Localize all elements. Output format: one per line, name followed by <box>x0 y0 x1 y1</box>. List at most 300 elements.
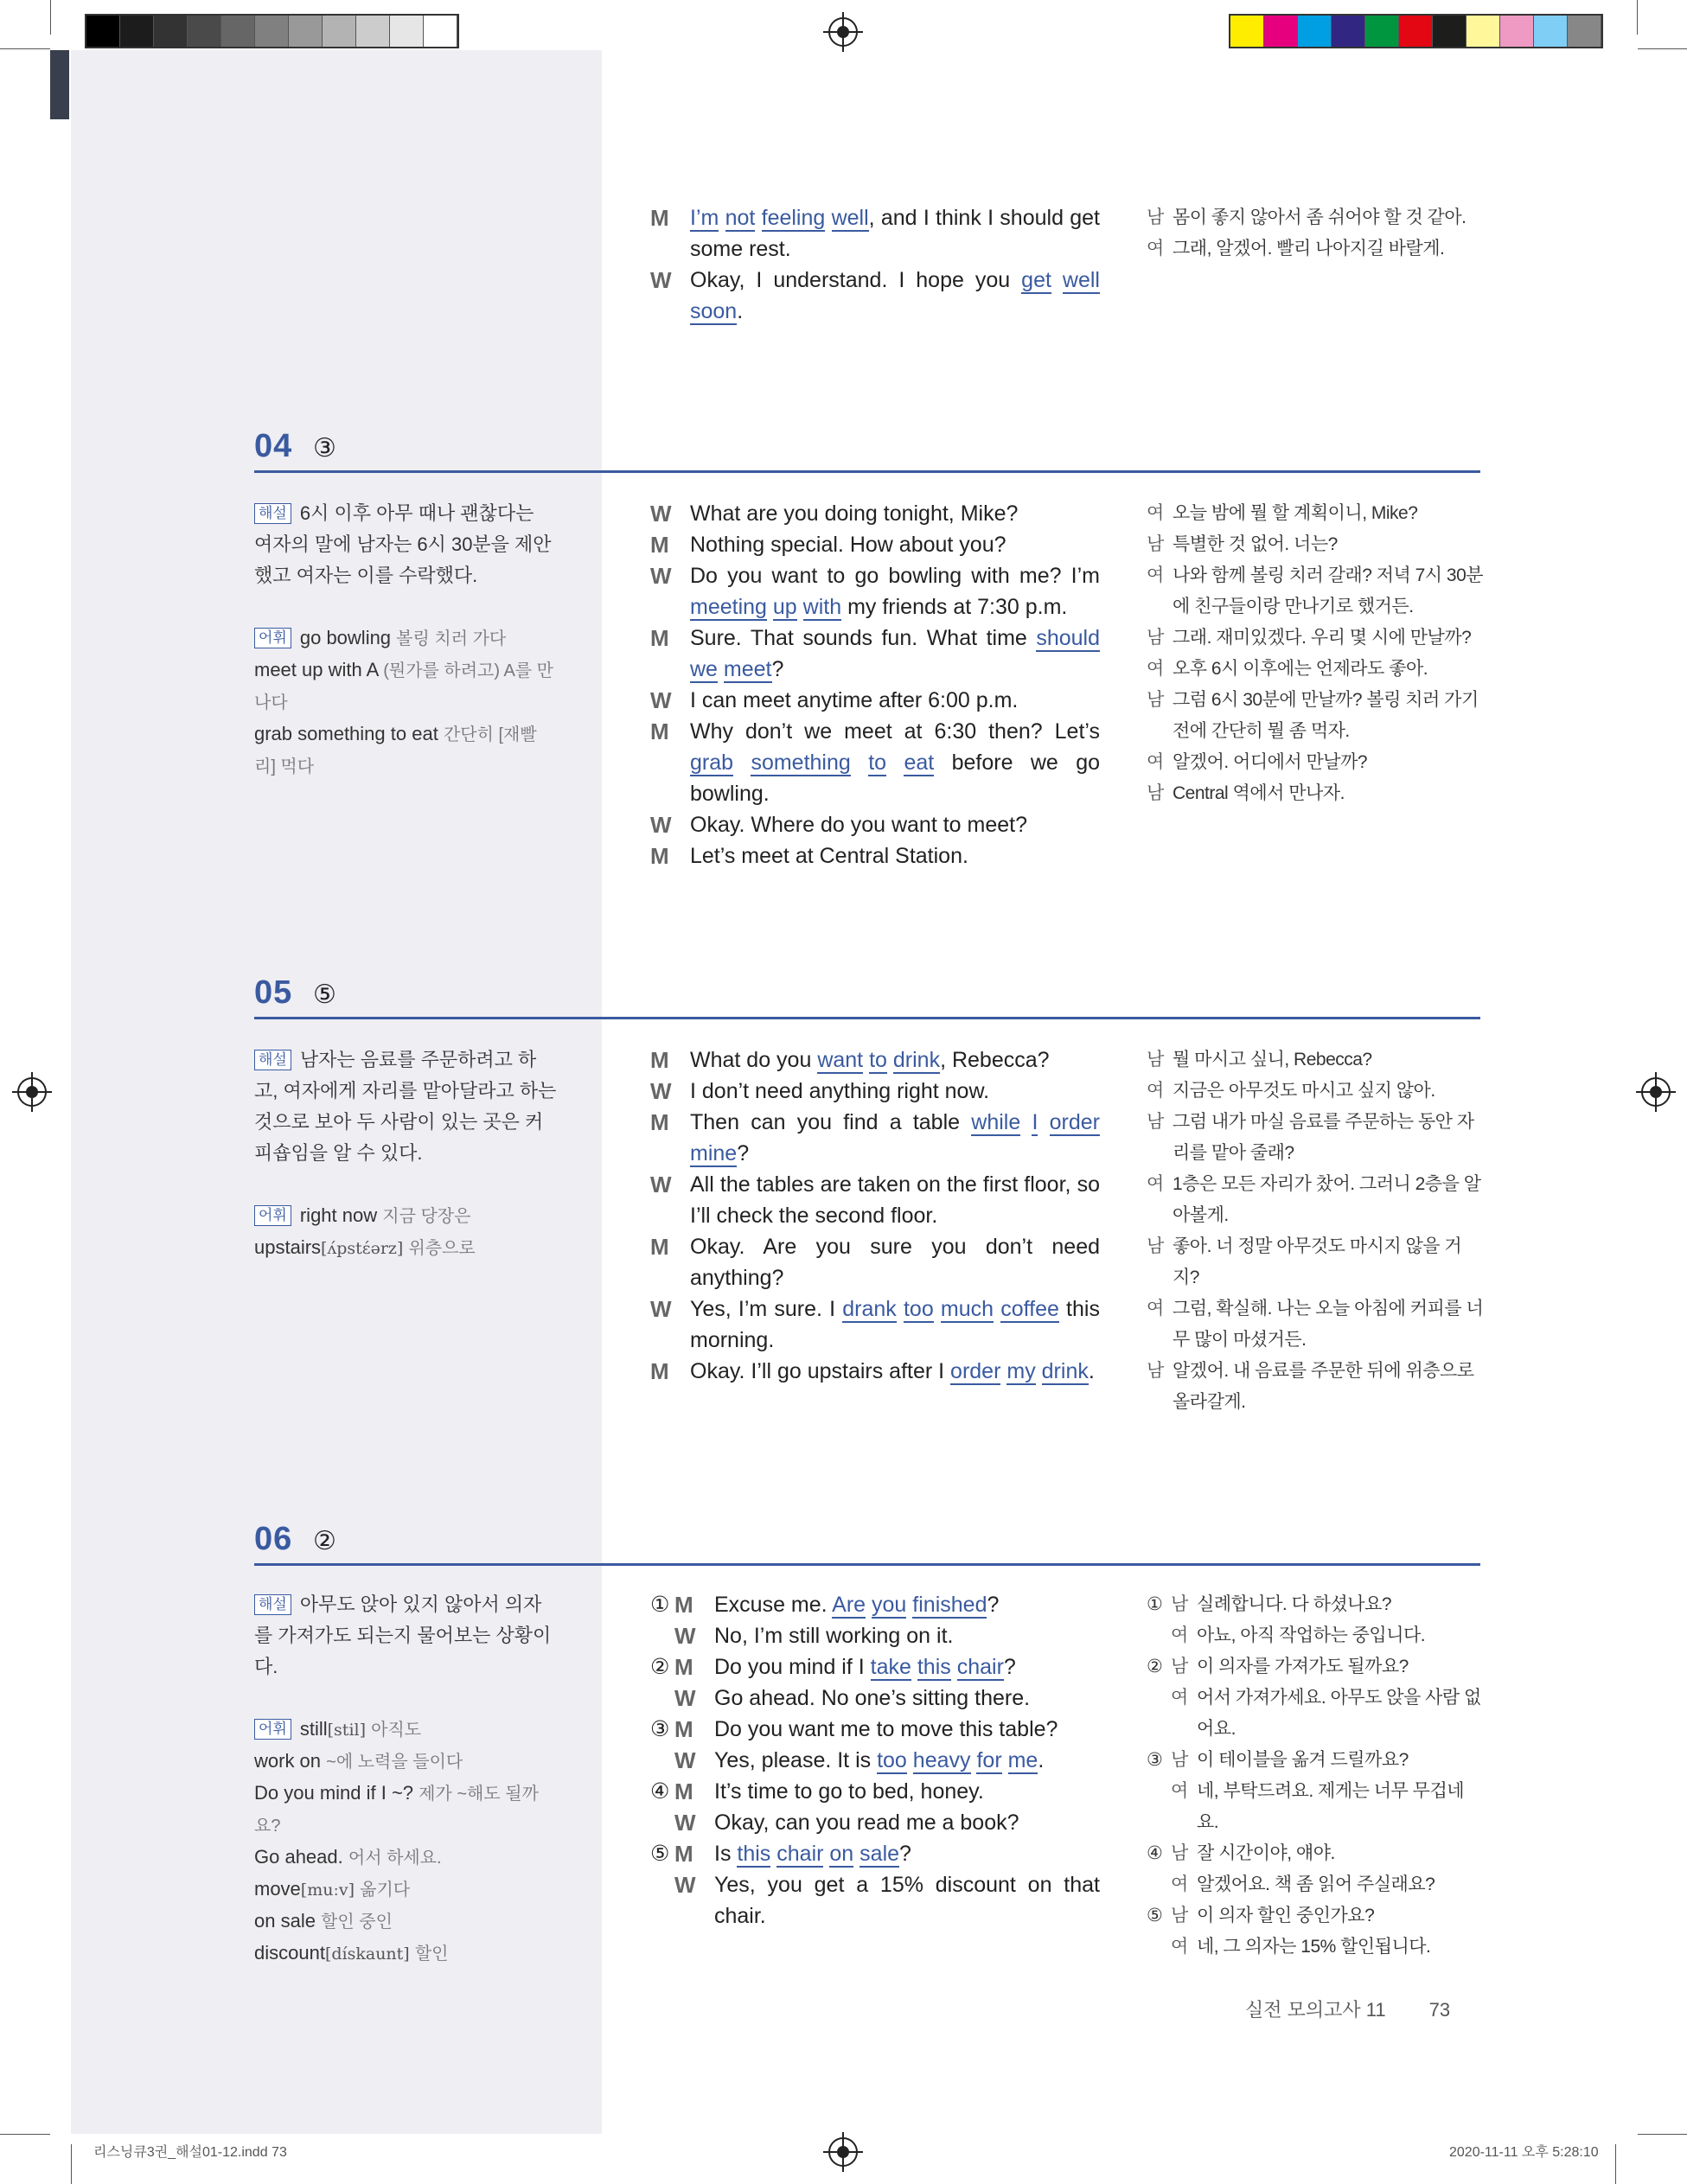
translation-text: 네, 그 의자는 15% 할인됩니다. <box>1197 1937 1431 1957</box>
vocab-gloss: 볼링 치러 가다 <box>396 629 507 648</box>
dialogue-line <box>650 1651 1100 1683</box>
key-phrase: feeling <box>761 206 826 230</box>
vocab-word: still <box>299 1718 328 1740</box>
color-swatch <box>289 16 323 47</box>
dialogue-text: I’m not feeling well, and I think I should get some rest. <box>690 206 1100 261</box>
translation-line <box>1147 1776 1484 1838</box>
dialogue-line <box>650 1714 1100 1745</box>
dialogue-text: Excuse me. Are you finished? <box>714 1593 1000 1617</box>
vocab-word: Do you mind if I ~? <box>254 1782 414 1804</box>
dialogue-text: All the tables are taken on the first floor, so I’ll check the second floor. <box>690 1172 1100 1228</box>
answer-mark: ③ <box>313 434 336 463</box>
edge-tab <box>50 50 69 119</box>
section-header-05 <box>254 972 1480 1019</box>
vocab-word: work on <box>254 1750 322 1772</box>
crop-mark <box>1638 2134 1687 2135</box>
translation-line <box>1147 1932 1484 1963</box>
key-phrase: sale <box>859 1842 900 1866</box>
dialogue-text: Is this chair on sale? <box>714 1842 911 1866</box>
speaker-label: W <box>650 267 672 293</box>
dialogue-text: I don’t need anything right now. <box>690 1079 990 1103</box>
speaker-label: 여 <box>1171 1781 1188 1801</box>
dialogue-05 <box>650 1044 1100 1387</box>
key-phrase: for <box>976 1748 1002 1772</box>
vocab-item <box>254 623 557 655</box>
vocab-tag: 어휘 <box>254 628 291 648</box>
spacer <box>254 1169 557 1200</box>
answer-mark: ⑤ <box>313 980 336 1009</box>
vocab-tag: 어휘 <box>254 1719 291 1740</box>
color-swatch <box>1568 16 1601 47</box>
speaker-label: W <box>650 812 672 838</box>
choice-number: ③ <box>650 1717 670 1741</box>
page-footer <box>1245 1996 1450 2022</box>
key-phrase: order <box>950 1359 1001 1383</box>
explanation-tag: 해설 <box>254 1594 291 1615</box>
dialogue-line <box>650 1745 1100 1776</box>
speaker-label: 여 <box>1147 1174 1164 1194</box>
translation-text: 아뇨, 아직 작업하는 중입니다. <box>1197 1625 1426 1645</box>
translation-05 <box>1147 1044 1484 1418</box>
translation-text: 1층은 모든 자리가 찼어. 그러니 2층을 알아볼게. <box>1173 1174 1481 1225</box>
dialogue-text: Yes, I’m sure. I drank too much coffee this morning. <box>690 1297 1100 1352</box>
grayscale-bar <box>85 14 459 48</box>
key-phrase: too <box>877 1748 907 1772</box>
translation-text: 특별한 것 없어. 너는? <box>1173 534 1338 554</box>
color-swatch <box>424 16 457 47</box>
key-phrase: on <box>829 1842 854 1866</box>
speaker-label: W <box>650 1078 672 1104</box>
key-phrase: not <box>725 206 756 230</box>
dialogue-line <box>650 1293 1100 1356</box>
dialogue-line <box>650 1869 1100 1932</box>
key-phrase: you <box>872 1593 907 1617</box>
file-slug: 리스닝큐3권_해설01-12.indd 73 <box>93 2145 287 2160</box>
explanation-body: 6시 이후 아무 때나 괜찮다는 여자의 말에 남자는 6시 30분을 제안했고 여자는 이를 수락했다. <box>254 502 552 586</box>
translation-line <box>1147 623 1484 654</box>
key-phrase: should <box>1036 626 1100 650</box>
translation-text: 이 의자를 가져가도 될까요? <box>1197 1657 1409 1676</box>
translation-line <box>1147 1044 1484 1076</box>
dialogue-line <box>650 202 1100 265</box>
explanation-tag: 해설 <box>254 503 291 524</box>
speaker-label: M <box>650 843 669 869</box>
speaker-label: 남 <box>1147 1112 1164 1132</box>
translation-line <box>1147 1076 1484 1107</box>
vocab-tag: 어휘 <box>254 1205 291 1226</box>
translation-line <box>1147 529 1484 560</box>
dialogue-text: I can meet anytime after 6:00 p.m. <box>690 688 1019 712</box>
dialogue-text: Yes, please. It is too heavy for me. <box>714 1748 1045 1772</box>
dialogue-text: Why don’t we meet at 6:30 then? Let’s grab something to eat before we go bowling. <box>690 719 1100 806</box>
color-swatch <box>188 16 221 47</box>
section-header-04 <box>254 425 1480 473</box>
dialogue-text: It’s time to go to bed, honey. <box>714 1779 984 1804</box>
registration-mark-icon <box>828 2137 858 2167</box>
key-phrase: up <box>772 595 797 619</box>
vocab-gloss: 옮기다 <box>360 1881 411 1900</box>
vocab-item <box>254 718 557 782</box>
page-number: 73 <box>1428 1999 1451 2021</box>
key-phrase: my <box>1006 1359 1036 1383</box>
dialogue-line <box>650 1076 1100 1107</box>
crop-mark <box>71 2144 72 2184</box>
vocab-word: go bowling <box>299 627 392 648</box>
translation-text: Central 역에서 만나자. <box>1173 783 1345 803</box>
translation-04 <box>1147 498 1484 809</box>
vocab-word: grab something to eat <box>254 723 438 744</box>
color-swatch <box>154 16 188 47</box>
color-bar <box>1229 14 1603 48</box>
translation-line <box>1147 560 1484 623</box>
vocab-gloss: 어서 하세요. <box>348 1849 442 1868</box>
translation-line <box>1147 1107 1484 1169</box>
dialogue-line <box>650 498 1100 529</box>
color-swatch <box>1399 16 1433 47</box>
color-swatch <box>255 16 289 47</box>
key-phrase: order <box>1049 1110 1101 1134</box>
color-swatch <box>1298 16 1332 47</box>
translation-line <box>1147 1900 1484 1932</box>
key-phrase: Are <box>832 1593 866 1617</box>
key-phrase: I <box>1032 1110 1038 1134</box>
print-timestamp: 2020-11-11 오후 5:28:10 <box>1449 2145 1599 2160</box>
dialogue-text: Okay, can you read me a book? <box>714 1810 1019 1835</box>
vocab-gloss: 할인 중인 <box>321 1913 393 1932</box>
vocab-gloss: (뭔가를 하려고) A를 만나다 <box>254 661 554 712</box>
vocab-item <box>254 1842 557 1874</box>
key-phrase: too <box>903 1297 934 1321</box>
choice-number: ⑤ <box>650 1842 670 1866</box>
translation-text: 실례합니다. 다 하셨나요? <box>1197 1594 1392 1614</box>
crop-mark <box>1637 0 1638 35</box>
spacer <box>254 591 557 623</box>
choice-number: ① <box>650 1593 670 1617</box>
dialogue-text: Okay, I understand. I hope you get well soon. <box>690 268 1100 323</box>
vocab-gloss: ~에 노력을 들이다 <box>326 1753 463 1772</box>
dialogue-line <box>650 1169 1100 1231</box>
dialogue-line <box>650 1776 1100 1807</box>
speaker-label: 남 <box>1147 1050 1164 1070</box>
color-swatch <box>1230 16 1264 47</box>
intro-translation <box>1147 202 1484 265</box>
translation-text: 알겠어. 어디에서 만날까? <box>1173 752 1368 772</box>
dialogue-line <box>650 560 1100 623</box>
vocab-word: discount <box>254 1942 325 1964</box>
translation-line <box>1147 1651 1484 1683</box>
dialogue-line <box>650 1044 1100 1076</box>
explanation-text <box>254 1589 557 1683</box>
vocab-gloss: 지금 당장은 <box>382 1207 471 1226</box>
choice-number: ③ <box>1147 1750 1163 1770</box>
vocab-gloss: 간단히 [재빨리] 먹다 <box>254 725 537 776</box>
explanation-body: 남자는 음료를 주문하려고 하고, 여자에게 자리를 맡아달라고 하는 것으로 보아 두 사람이 있는 곳은 커피숍임을 알 수 있다. <box>254 1049 557 1164</box>
speaker-label: 남 <box>1147 783 1164 803</box>
dialogue-text: Let’s meet at Central Station. <box>690 844 968 868</box>
vocab-word: on sale <box>254 1910 316 1932</box>
vocab-item <box>254 1874 557 1906</box>
translation-line <box>1147 1745 1484 1776</box>
color-swatch <box>221 16 255 47</box>
key-phrase: this <box>737 1842 771 1866</box>
translation-line <box>1147 1293 1484 1356</box>
dialogue-line <box>650 1356 1100 1387</box>
vocab-gloss: 제가 ~해도 될까요? <box>254 1785 539 1836</box>
dialogue-line <box>650 1589 1100 1620</box>
dialogue-text: Yes, you get a 15% discount on that chair. <box>714 1873 1100 1928</box>
translation-text: 이 의자 할인 중인가요? <box>1197 1906 1375 1925</box>
translation-line <box>1147 778 1484 809</box>
translation-text: 그럼, 확실해. 나는 오늘 아침에 커피를 너무 많이 마셨거든. <box>1173 1299 1484 1350</box>
speaker-label: 여 <box>1171 1937 1188 1957</box>
speaker-label: W <box>674 1747 696 1773</box>
key-phrase: I’m <box>690 206 719 230</box>
key-phrase: much <box>940 1297 994 1321</box>
key-phrase: meet <box>723 657 772 681</box>
vocab-item <box>254 1200 557 1232</box>
speaker-label: 여 <box>1147 752 1164 772</box>
translation-text: 이 테이블을 옮겨 드릴까요? <box>1197 1750 1409 1770</box>
speaker-label: W <box>650 1296 672 1322</box>
dialogue-text: Okay. I’ll go upstairs after I order my drink. <box>690 1359 1095 1383</box>
vocab-word: move <box>254 1878 301 1900</box>
translation-text: 그래. 재미있겠다. 우리 몇 시에 만날까? <box>1173 628 1472 648</box>
vocab-item <box>254 1232 557 1264</box>
section-number: 06 <box>254 1521 293 1557</box>
translation-text: 오늘 밤에 뭘 할 계획이니, Mike? <box>1173 503 1418 523</box>
dialogue-line <box>650 265 1100 327</box>
color-swatch <box>1332 16 1365 47</box>
dialogue-text: Okay. Are you sure you don’t need anything? <box>690 1235 1100 1290</box>
registration-mark-icon <box>17 1077 47 1107</box>
translation-line <box>1147 1169 1484 1231</box>
speaker-label: 여 <box>1171 1625 1188 1645</box>
key-phrase: drink <box>1041 1359 1089 1383</box>
translation-text: 뭘 마시고 싶니, Rebecca? <box>1173 1050 1372 1070</box>
dialogue-line <box>650 529 1100 560</box>
translation-text: 네, 부탁드려요. 제게는 너무 무겁네요. <box>1197 1781 1465 1832</box>
key-phrase: finished <box>912 1593 987 1617</box>
color-swatch <box>1433 16 1467 47</box>
key-phrase: mine <box>690 1141 738 1165</box>
dialogue-line <box>650 1683 1100 1714</box>
color-swatch <box>323 16 356 47</box>
explanation-05 <box>254 1044 557 1264</box>
key-phrase: to <box>869 1048 887 1072</box>
translation-text: 어서 가져가세요. 아무도 앉을 사람 없어요. <box>1197 1688 1481 1739</box>
vocab-gloss: 아직도 <box>371 1721 422 1740</box>
dialogue-06 <box>650 1589 1100 1932</box>
vocab-item <box>254 1906 557 1938</box>
speaker-label: 남 <box>1171 1594 1188 1614</box>
key-phrase: chair <box>956 1655 1004 1679</box>
translation-text: 오후 6시 이후에는 언제라도 좋아. <box>1173 659 1428 679</box>
speaker-label: 남 <box>1171 1843 1188 1863</box>
translation-text: 알겠어요. 책 좀 읽어 주실래요? <box>1197 1874 1435 1894</box>
section-header-06 <box>254 1518 1480 1566</box>
speaker-label: 남 <box>1147 690 1164 710</box>
dialogue-line <box>650 809 1100 840</box>
translation-line <box>1147 1589 1484 1620</box>
vocab-item <box>254 1938 557 1970</box>
vocab-gloss: 위층으로 <box>408 1239 476 1258</box>
crop-mark <box>50 0 51 35</box>
vocab-phonetic: [muːv] <box>300 1881 355 1900</box>
dialogue-text: What are you doing tonight, Mike? <box>690 501 1019 526</box>
color-swatch <box>1264 16 1298 47</box>
vocab-phonetic: [ʌ́pstέərz] <box>321 1239 404 1258</box>
translation-text: 몸이 좋지 않아서 좀 쉬어야 할 것 같아. <box>1173 208 1467 227</box>
translation-text: 나와 함께 볼링 치러 갈래? 저녁 7시 30분에 친구들이랑 만나기로 했거든. <box>1173 565 1484 616</box>
translation-line <box>1147 1869 1484 1900</box>
dialogue-text: Nothing special. How about you? <box>690 533 1006 557</box>
speaker-label: W <box>650 687 672 713</box>
dialogue-text: What do you want to drink, Rebecca? <box>690 1048 1050 1072</box>
explanation-text <box>254 498 557 591</box>
speaker-label: M <box>650 718 669 744</box>
color-swatch <box>1534 16 1568 47</box>
translation-text: 알겠어. 내 음료를 주문한 뒤에 위층으로 올라갈게. <box>1173 1361 1474 1412</box>
key-phrase: get <box>1021 268 1051 292</box>
speaker-label: W <box>674 1872 696 1898</box>
speaker-label: M <box>674 1778 693 1804</box>
color-swatch <box>86 16 120 47</box>
key-phrase: grab <box>690 750 734 775</box>
dialogue-text: No, I’m still working on it. <box>714 1624 954 1648</box>
vocab-item <box>254 1778 557 1842</box>
translation-line <box>1147 747 1484 778</box>
translation-line <box>1147 1231 1484 1293</box>
crop-mark <box>0 48 50 49</box>
explanation-04 <box>254 498 557 782</box>
speaker-label: W <box>650 501 672 527</box>
speaker-label: M <box>650 1234 669 1260</box>
translation-line <box>1147 498 1484 529</box>
dialogue-line <box>650 716 1100 809</box>
key-phrase: take <box>870 1655 911 1679</box>
translation-line <box>1147 233 1484 265</box>
dialogue-text: Do you want me to move this table? <box>714 1717 1058 1741</box>
dialogue-line <box>650 685 1100 716</box>
speaker-label: M <box>674 1654 693 1680</box>
vocab-word: right now <box>299 1204 378 1226</box>
translation-line <box>1147 1683 1484 1745</box>
dialogue-04 <box>650 498 1100 872</box>
color-swatch <box>1500 16 1534 47</box>
key-phrase: drank <box>842 1297 897 1321</box>
spacer <box>254 1683 557 1714</box>
speaker-label: 남 <box>1171 1906 1188 1925</box>
vocab-item <box>254 1714 557 1746</box>
dialogue-line <box>650 1231 1100 1293</box>
crop-mark <box>1615 2144 1616 2184</box>
translation-line <box>1147 1838 1484 1869</box>
color-swatch <box>390 16 424 47</box>
translation-line <box>1147 654 1484 685</box>
speaker-label: W <box>674 1623 696 1649</box>
dialogue-text: Sure. That sounds fun. What time should we meet? <box>690 626 1100 681</box>
choice-number: ④ <box>1147 1843 1163 1863</box>
dialogue-line <box>650 623 1100 685</box>
choice-number: ② <box>650 1655 670 1679</box>
speaker-label: M <box>650 1047 669 1073</box>
dialogue-line <box>650 1107 1100 1169</box>
speaker-label: M <box>650 1109 669 1135</box>
key-phrase: chair <box>776 1842 824 1866</box>
speaker-label: 여 <box>1147 659 1164 679</box>
dialogue-text: Do you want to go bowling with me? I’m meeting up with my friends at 7:30 p.m. <box>690 564 1100 619</box>
speaker-label: W <box>674 1685 696 1711</box>
translation-line <box>1147 1356 1484 1418</box>
explanation-06 <box>254 1589 557 1970</box>
crop-mark <box>0 2134 50 2135</box>
registration-mark-icon <box>828 17 858 47</box>
choice-number: ⑤ <box>1147 1906 1163 1925</box>
speaker-label: 남 <box>1147 1236 1164 1256</box>
crop-mark <box>1638 48 1687 49</box>
choice-number: ① <box>1147 1594 1163 1614</box>
book-section-label: 실전 모의고사 11 <box>1245 1999 1386 2021</box>
vocab-item <box>254 1746 557 1778</box>
explanation-body: 아무도 앉아 있지 않아서 의자를 가져가도 되는지 물어보는 상황이다. <box>254 1593 552 1677</box>
speaker-label: M <box>650 625 669 651</box>
vocab-word: Go ahead. <box>254 1846 343 1868</box>
key-phrase: well <box>1062 268 1100 292</box>
explanation-text <box>254 1044 557 1169</box>
speaker-label: 여 <box>1171 1688 1188 1708</box>
speaker-label: 남 <box>1147 1361 1164 1381</box>
dialogue-line <box>650 1838 1100 1869</box>
translation-text: 잘 시간이야, 얘야. <box>1197 1843 1335 1863</box>
vocab-gloss: 할인 <box>414 1945 449 1964</box>
section-number: 04 <box>254 428 293 464</box>
translation-text: 좋아. 너 정말 아무것도 마시지 않을 거지? <box>1173 1236 1462 1287</box>
key-phrase: eat <box>904 750 935 775</box>
key-phrase: something <box>751 750 851 775</box>
speaker-label: M <box>650 1358 669 1384</box>
speaker-label: 여 <box>1147 239 1164 259</box>
section-number: 05 <box>254 974 293 1011</box>
choice-number: ② <box>1147 1657 1163 1676</box>
speaker-label: 여 <box>1171 1874 1188 1894</box>
intro-dialogue <box>650 202 1100 327</box>
registration-mark-icon <box>1641 1077 1671 1107</box>
vocab-phonetic: [dískaunt] <box>324 1945 410 1964</box>
dialogue-line <box>650 1620 1100 1651</box>
dialogue-text: Okay. Where do you want to meet? <box>690 813 1028 837</box>
speaker-label: M <box>674 1716 693 1742</box>
key-phrase: me <box>1007 1748 1038 1772</box>
dialogue-line <box>650 1807 1100 1838</box>
key-phrase: soon <box>690 299 738 323</box>
speaker-label: 남 <box>1147 628 1164 648</box>
explanation-tag: 해설 <box>254 1050 291 1070</box>
color-swatch <box>120 16 154 47</box>
translation-text: 지금은 아무것도 마시고 싶지 않아. <box>1173 1081 1435 1101</box>
key-phrase: drink <box>892 1048 941 1072</box>
translation-text: 그럼 내가 마실 음료를 주문하는 동안 자리를 맡아 줄래? <box>1173 1112 1474 1163</box>
translation-line <box>1147 685 1484 747</box>
speaker-label: W <box>674 1810 696 1836</box>
key-phrase: meeting <box>690 595 767 619</box>
speaker-label: M <box>650 205 669 231</box>
speaker-label: M <box>650 532 669 558</box>
choice-number: ④ <box>650 1779 670 1804</box>
speaker-label: W <box>650 563 672 589</box>
key-phrase: while <box>971 1110 1021 1134</box>
key-phrase: want <box>817 1048 864 1072</box>
dialogue-text: Then can you find a table while I order mine? <box>690 1110 1101 1165</box>
